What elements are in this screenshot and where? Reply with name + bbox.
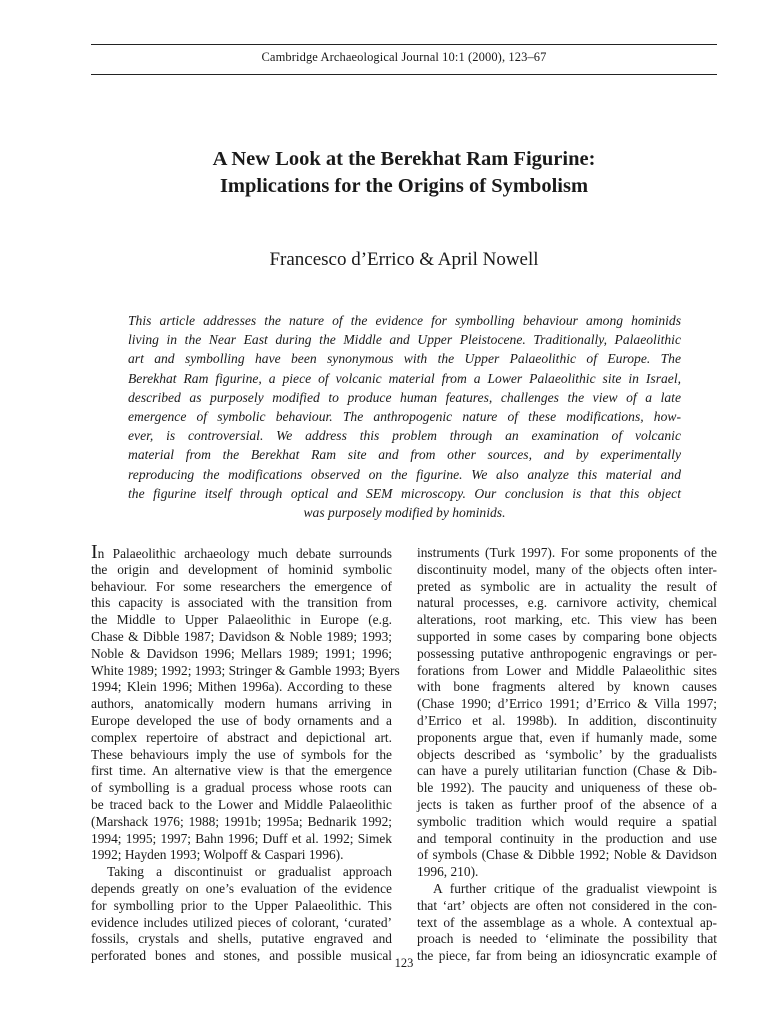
header-rule-bottom [91, 74, 717, 75]
abstract [128, 311, 681, 522]
body-line: this capacity is associated with the transition from [91, 595, 392, 611]
body-line: fossils, crystals and shells, putative engraved and [91, 931, 392, 947]
body-line: that ‘art’ objects are often not considered in the con- [417, 897, 717, 913]
body-line: discontinuity model, many of the objects often inter- [417, 561, 717, 577]
body-line: symbolic tradition which would require a spatial [417, 813, 717, 829]
body-line: White 1989; 1992; 1993; Stringer & Gamble 1993; Byers [91, 662, 400, 678]
abstract-line: Berekhat Ram figurine, a piece of volcanic material from a Lower Palaeolithic site in Israel, [128, 370, 681, 386]
abstract-line: described as purposely modified to produce human features, challenges the view of a late [128, 389, 681, 405]
body-line: natural processes, e.g. carnivore activity, chemical [417, 595, 717, 611]
body-line: proponents argue that, even if humanly made, some [417, 729, 717, 745]
body-line: the origin and development of hominid symbolic [91, 561, 392, 577]
body-line: of symbolling is a gradual process whose roots can [91, 780, 392, 796]
body-line: Noble & Davidson 1996; Mellars 1989; 1991; 1996; [91, 645, 392, 661]
journal-citation: Cambridge Archaeological Journal 10:1 (2000), 123–67 [261, 50, 547, 64]
article-title [91, 146, 717, 200]
abstract-line: ever, is controversial. We address this problem through an examination of volcanic [128, 428, 681, 444]
body-line: instruments (Turk 1997). For some proponents of the [417, 545, 717, 560]
body-line: first time. An alternative view is that the emergence [91, 763, 392, 779]
body-line: possessing putative anthropogenic engravings or per- [417, 645, 717, 661]
body-line: behaviour. For some researchers the emergence of [91, 578, 392, 594]
body-line: These behaviours imply the use of symbols for the [91, 746, 392, 762]
body-line: Europe developed the use of body ornaments and a [91, 712, 392, 728]
body-line: evidence includes utilized pieces of colorant, ‘curated’ [91, 914, 392, 930]
body-line: (Marshack 1976; 1988; 1991b; 1995a; Bednarik 1992; [91, 813, 392, 829]
body-line: complex repertoire of abstract and depictional art. [91, 729, 392, 745]
body-line: Chase & Dibble 1987; Davidson & Noble 1989; 1993; [91, 628, 392, 644]
body-line: 1996, 210). [417, 864, 479, 880]
body-line: Taking a discontinuist or gradualist approach [107, 864, 392, 880]
body-column-left [91, 541, 400, 965]
article-authors: Francesco d’Errico & April Nowell [269, 249, 539, 270]
body-line: 1994; 1995; 1997; Bahn 1996; Duff et al. 1992; Simek [91, 830, 392, 846]
body-line: be traced back to the Lower and Middle Palaeolithic [91, 796, 392, 812]
body-line: perforated bones and stones, and possible musical [91, 948, 392, 964]
page-number: 123 [394, 956, 414, 970]
title-line: A New Look at the Berekhat Ram Figurine: [212, 148, 596, 170]
body-line: ble 1992). The paucity and uniqueness of these ob- [417, 780, 717, 796]
body-line: supported in some cases by comparing bone objects [417, 628, 717, 644]
body-line: and temporal continuity in the production and use [417, 830, 717, 846]
abstract-line: was purposely modified by hominids. [303, 505, 506, 521]
first-line-text: n Palaeolithic archaeology much debate surrounds [97, 546, 392, 561]
body-line: jects is taken as further proof of the absence of a [417, 796, 717, 812]
abstract-line: the figurine itself through optical and SEM microscopy. Our conclusion is that this object [128, 485, 681, 501]
body-column-right [417, 545, 717, 965]
body-line: authors, anatomically modern humans arriving in [91, 696, 392, 712]
body-line: preted as symbolic are in actuality the result of [417, 578, 717, 594]
body-line: proach is needed to ‘eliminate the possibility that [417, 931, 717, 947]
abstract-line: emergence of symbolic behaviour. The anthropogenic nature of these modifications, how- [128, 409, 681, 425]
abstract-line: material from the Berekhat Ram site and from other sources, and by experimentally [128, 447, 681, 463]
body-line: can have a purely utilitarian function (Chase & Dib- [417, 763, 717, 779]
body-line: text of the assemblage as a whole. A contextual ap- [417, 914, 717, 930]
body-line: objects described as ‘symbolic’ by the gradualists [417, 746, 717, 762]
body-line-first [91, 541, 392, 563]
abstract-line: This article addresses the nature of the evidence for symbolling behaviour among hominids [128, 313, 681, 328]
body-line: for symbolling prior to the Upper Palaeolithic. This [91, 897, 392, 913]
abstract-line: art and symbolling have been synonymous with the Upper Palaeolithic of Europe. The [128, 351, 681, 367]
body-line: the piece, far from being an idiosyncratic example of [417, 948, 717, 964]
body-line: depends greatly on one’s evaluation of the evidence [91, 880, 392, 896]
body-line: 1994; Klein 1996; Mithen 1996a). According to these [91, 679, 392, 695]
body-line: d’Errico et al. 1998b). In addition, discontinuity [417, 712, 717, 728]
drop-cap: I [91, 541, 98, 563]
body-line: of symbols (Chase & Dibble 1992; Noble & Davidson [417, 847, 717, 863]
body-line: the Middle to Upper Palaeolithic in Europe (e.g. [91, 612, 392, 628]
body-line: with bone fragments altered by known causes [417, 679, 717, 695]
body-line: alterations, root marking, etc. This view has been [417, 612, 717, 628]
body-line: (Chase 1990; d’Errico 1991; d’Errico & Villa 1997; [417, 696, 717, 712]
body-line: A further critique of the gradualist viewpoint is [433, 880, 717, 896]
abstract-line: reproducing the modifications observed on the figurine. We also analyze this material and [128, 466, 681, 482]
abstract-line: living in the Near East during the Middle and Upper Pleistocene. Traditionally, Palaeolithic [128, 332, 681, 348]
body-line: forations from Lower and Middle Palaeolithic sites [417, 662, 717, 678]
header-rule-top [91, 44, 717, 45]
body-line: 1992; Hayden 1993; Wolpoff & Caspari 1996). [91, 847, 344, 863]
title-line: Implications for the Origins of Symbolism [219, 175, 589, 197]
